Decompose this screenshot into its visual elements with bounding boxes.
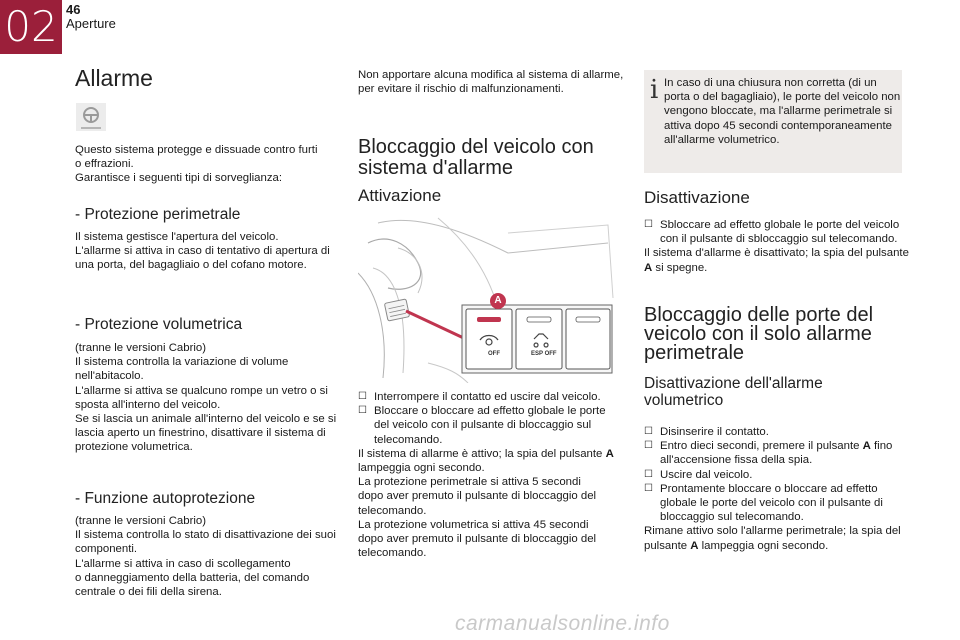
volumetric-deactivation-steps: ☐ Disinserire il contatto. ☐ Entro dieci secondi, premere il pulsante A fino all'accensione fissa della spia. ☐ Uscire dal veicolo. ☐ Prontamente bloccare o bloccare ad effetto globale le porte del veicolo con il pulsante di bloccaggio sul telecomando. Rimane attivo solo l'allarme perimetrale; la spia del pulsante A lampeggia ogni secondo. — [644, 426, 901, 552]
alarm-steering-icon — [76, 103, 106, 131]
self-protection-text: (tranne le versioni Cabrio) Il sistema controlla lo stato di disattivazione dei suoi componenti. L'allarme si attiva in caso di scollegamento o danneggiamento della batteria, del comando centrale o dei fili della sirena. — [75, 515, 336, 599]
watermark: carmanualsonline.info — [455, 612, 670, 635]
callout-a-badge: A — [490, 293, 506, 309]
perimeter-protection-heading: - Protezione perimetrale — [75, 206, 241, 223]
page-number: 46 — [66, 2, 81, 17]
alarm-title: Allarme — [75, 65, 153, 91]
volumetric-deactivation-heading: Disattivazione dell'allarme volumetrico — [644, 375, 823, 409]
perimeter-protection-text: Il sistema gestisce l'apertura del veicolo. L'allarme si attiva in caso di tentativo di apertura di una porta, del bagagliaio o del cofano motore. — [75, 231, 330, 272]
checkbox-bullet-icon: ☐ — [644, 468, 653, 480]
volumetric-protection-heading: - Protezione volumetrica — [75, 316, 243, 333]
list-item: ☐ Entro dieci secondi, premere il pulsante A fino — [644, 440, 893, 453]
list-item: ☐ Prontamente bloccare o bloccare ad effetto — [644, 482, 878, 495]
info-text: In caso di una chiusura non corretta (di un porta o del bagagliaio), le porte del veicolo non vengono bloccate, ma l'allarme perimetrale si attiva dopo 45 secondi contemporaneamente all'allarme volumetrico. — [664, 77, 901, 146]
list-item: ☐ Interrompere il contatto ed uscire dal veicolo. — [358, 391, 601, 403]
section-name: Aperture — [66, 16, 116, 31]
checkbox-bullet-icon: ☐ — [358, 391, 367, 402]
checkbox-bullet-icon: ☐ — [644, 482, 653, 494]
activation-instructions: ☐ Interrompere il contatto ed uscire dal veicolo. ☐ Bloccare o bloccare ad effetto globale le porte del veicolo con il pulsante di bloccaggio sul telecomando. Il sistema di allarme è attivo; la spia del pulsante A lampeggia ogni secondo. La protezione perimetrale si attiva 5 secondi dopo aver premuto il pulsante di bloccaggio del telecomando. La protezione volumetrica si attiva 45 secondi dopo aver premuto il pulsante di bloccaggio del telecomando. — [358, 391, 614, 560]
checkbox-bullet-icon: ☐ — [644, 440, 653, 452]
list-item: ☐ Bloccare o bloccare ad effetto globale le porte — [358, 405, 606, 418]
activation-heading: Attivazione — [358, 186, 442, 205]
chapter-number: 02 — [0, 0, 62, 54]
esp-button-label: ESP OFF — [531, 351, 557, 357]
list-item: ☐ Sbloccare ad effetto globale le porte del veicolo — [644, 219, 900, 231]
locking-with-alarm-heading: Bloccaggio del veicolo con sistema d'allarme — [358, 136, 594, 179]
alarm-button-label: OFF — [488, 351, 500, 357]
checkbox-bullet-icon: ☐ — [644, 219, 653, 230]
checkbox-bullet-icon: ☐ — [358, 405, 367, 417]
perimeter-only-locking-heading: Bloccaggio delle porte del veicolo con il solo allarme perimetrale — [644, 304, 874, 364]
modification-warning: Non apportare alcuna modifica al sistema di allarme, per evitare il rischio di malfunzionamenti. — [358, 69, 624, 96]
deactivation-text: ☐ Sbloccare ad effetto globale le porte del veicolo con il pulsante di sbloccaggio sul telecomando. Il sistema d'allarme è disattivato; la spia del pulsante A si spegne. — [644, 219, 909, 274]
list-item: ☐ Disinserire il contatto. — [644, 426, 769, 438]
volumetric-protection-text: (tranne le versioni Cabrio) Il sistema controlla la variazione di volume nell'abitacolo. L'allarme si attiva se qualcuno rompe un vetro o si sposta all'interno del veicolo. Se si lascia un animale all'interno del veicolo e se si lascia aperto un finestrino, disattivare il sistema di protezione volumetrica. — [75, 342, 337, 454]
info-icon: i — [650, 75, 659, 105]
alarm-button-figure — [358, 213, 618, 383]
deactivation-heading: Disattivazione — [644, 188, 750, 207]
checkbox-bullet-icon: ☐ — [644, 426, 653, 437]
alarm-intro: Questo sistema protegge e dissuade contro furti o effrazioni. Garantisce i seguenti tipi di sorveglianza: — [75, 144, 318, 185]
self-protection-heading: - Funzione autoprotezione — [75, 490, 256, 507]
list-item: ☐ Uscire dal veicolo. — [644, 468, 753, 481]
